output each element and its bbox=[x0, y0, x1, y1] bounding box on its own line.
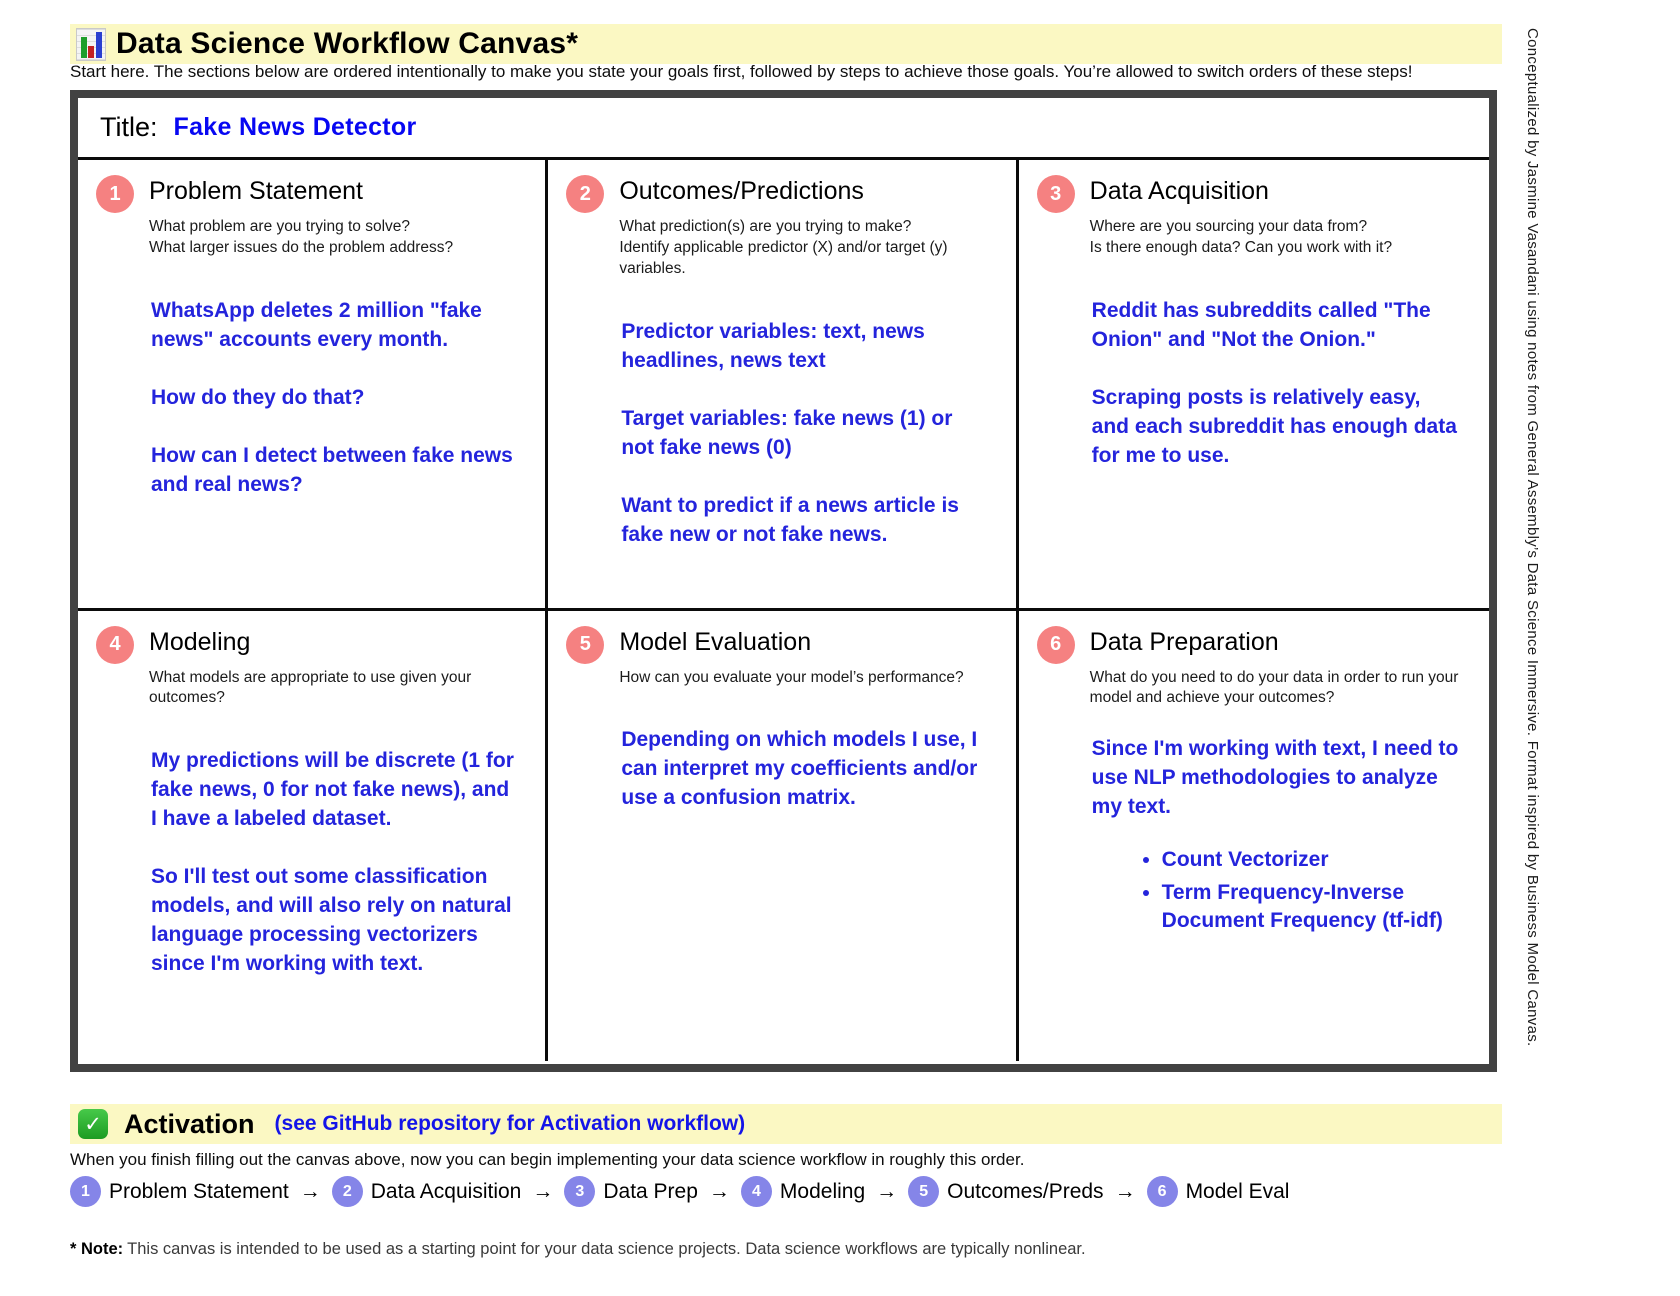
chain-label: Model Eval bbox=[1185, 1179, 1290, 1203]
section-title: Model Evaluation bbox=[619, 627, 812, 656]
arrow-right-icon: → bbox=[876, 1179, 898, 1203]
footnote-label: * Note: bbox=[70, 1240, 124, 1258]
arrow-right-icon: → bbox=[299, 1179, 321, 1203]
chain-item-model-eval bbox=[1147, 1176, 1290, 1207]
section-header bbox=[558, 623, 1005, 664]
note-paragraph: How can I detect between fake news and real news? bbox=[151, 443, 513, 496]
bar-chart-icon bbox=[76, 28, 106, 61]
workflow-chain bbox=[70, 1176, 1289, 1207]
section-notes bbox=[621, 726, 989, 813]
section-header bbox=[1029, 172, 1479, 213]
section-number-badge: 6 bbox=[1037, 626, 1075, 664]
workflow-canvas bbox=[70, 90, 1497, 1072]
note-bullet: • Count Vectorizer bbox=[1162, 846, 1463, 874]
note-paragraph: Predictor variables: text, news headlines, news text bbox=[621, 319, 925, 372]
activation-title: Activation bbox=[124, 1108, 255, 1139]
note-paragraph: How do they do that? bbox=[151, 385, 365, 409]
section-data-preparation bbox=[1019, 611, 1489, 1062]
note-paragraph: Since I'm working with text, I need to use NLP methodologies to analyze my text. bbox=[1091, 737, 1459, 819]
section-notes bbox=[1092, 735, 1463, 935]
section-notes bbox=[1092, 297, 1463, 471]
chain-label: Problem Statement bbox=[109, 1179, 289, 1203]
chain-item-modeling bbox=[741, 1176, 865, 1207]
activation-github-link[interactable]: (see GitHub repository for Activation workflow) bbox=[274, 1112, 746, 1135]
chain-item-data-acquisition bbox=[332, 1176, 522, 1207]
activation-band bbox=[70, 1104, 1502, 1144]
note-paragraph: Want to predict if a news article is fake new or not fake news. bbox=[621, 493, 959, 546]
section-modeling bbox=[78, 611, 548, 1062]
credit-vertical-text: Conceptualized by Jasmine Vasandani using notes from General Assembly’s Data Science Immersive. Format inspired by Business Model Canvas. bbox=[1524, 28, 1541, 1047]
section-prompt: What do you need to do your data in order to run your model and achieve your outcomes? bbox=[1089, 668, 1459, 707]
section-title: Modeling bbox=[149, 627, 251, 656]
section-header bbox=[1029, 623, 1479, 664]
chain-label: Data Acquisition bbox=[370, 1179, 522, 1203]
section-notes bbox=[621, 318, 989, 550]
chain-number-badge: 6 bbox=[1147, 1176, 1178, 1207]
section-prompt: Where are you sourcing your data from? bbox=[1089, 218, 1368, 235]
section-prompts bbox=[149, 668, 527, 710]
chain-number-badge: 3 bbox=[564, 1176, 595, 1207]
page-subtitle: Start here. The sections below are ordered intentionally to make you state your goals first, followed by steps to achieve those goals. You’re allowed to switch orders of these steps! bbox=[70, 62, 1413, 81]
section-header bbox=[88, 172, 535, 213]
section-number-badge: 3 bbox=[1037, 175, 1075, 213]
bar-blue bbox=[96, 32, 102, 58]
chain-number-badge: 5 bbox=[908, 1176, 939, 1207]
note-paragraph: WhatsApp deletes 2 million "fake news" accounts every month. bbox=[151, 298, 482, 351]
arrow-right-icon: → bbox=[532, 1179, 554, 1203]
section-data-acquisition bbox=[1019, 160, 1489, 611]
chain-number-badge: 2 bbox=[332, 1176, 363, 1207]
footnote-text: This canvas is intended to be used as a starting point for your data science projects. Data science workflows are typically nonlinear. bbox=[127, 1240, 1086, 1258]
section-number-badge: 2 bbox=[566, 175, 604, 213]
section-prompt: What larger issues do the problem address? bbox=[149, 238, 454, 256]
section-title: Problem Statement bbox=[149, 177, 363, 205]
section-prompt: Identify applicable predictor (X) and/or target (y) variables. bbox=[619, 238, 948, 277]
section-prompt: Is there enough data? Can you work with it? bbox=[1089, 238, 1393, 256]
bar-green bbox=[81, 37, 87, 58]
chain-label: Modeling bbox=[779, 1179, 866, 1203]
section-title: Outcomes/Predictions bbox=[619, 177, 864, 205]
header-band bbox=[70, 24, 1502, 64]
section-prompts bbox=[619, 217, 997, 280]
section-number-badge: 1 bbox=[96, 175, 134, 213]
section-outcomes-predictions bbox=[548, 160, 1018, 611]
section-prompts bbox=[1090, 217, 1468, 259]
note-bullet: • Term Frequency-Inverse Document Frequency (tf-idf) bbox=[1162, 879, 1463, 936]
section-header bbox=[88, 623, 535, 664]
note-paragraph: Target variables: fake news (1) or not fake news (0) bbox=[621, 406, 953, 459]
section-prompt: What models are appropriate to use given your outcomes? bbox=[149, 668, 472, 707]
canvas-grid bbox=[78, 160, 1489, 1061]
section-prompts bbox=[1090, 668, 1468, 710]
chain-number-badge: 1 bbox=[70, 1176, 101, 1207]
section-problem-statement bbox=[78, 160, 548, 611]
canvas-title-label: Title: bbox=[100, 112, 158, 142]
chain-label: Outcomes/Preds bbox=[947, 1179, 1104, 1203]
canvas-title-row bbox=[78, 98, 1489, 160]
canvas-title-value[interactable]: Fake News Detector bbox=[173, 113, 417, 141]
bar-red bbox=[88, 46, 94, 58]
section-number-badge: 4 bbox=[96, 626, 134, 664]
chain-item-outcomes-preds bbox=[908, 1176, 1103, 1207]
arrow-right-icon: → bbox=[708, 1179, 730, 1203]
note-paragraph: Depending on which models I use, I can interpret my coefficients and/or use a confusion matrix. bbox=[621, 728, 978, 810]
check-icon: ✓ bbox=[78, 1109, 108, 1139]
chain-label: Data Prep bbox=[603, 1179, 698, 1203]
chain-number-badge: 4 bbox=[741, 1176, 772, 1207]
page-title: Data Science Workflow Canvas* bbox=[116, 27, 579, 60]
section-notes bbox=[151, 297, 519, 500]
section-prompts bbox=[619, 668, 997, 689]
note-paragraph: Scraping posts is relatively easy, and each subreddit has enough data for me to use. bbox=[1091, 385, 1457, 467]
section-notes bbox=[151, 747, 519, 979]
section-title: Data Preparation bbox=[1089, 627, 1279, 656]
note-bullet-list bbox=[1092, 846, 1463, 935]
section-prompt: What problem are you trying to solve? bbox=[149, 218, 411, 235]
section-title: Data Acquisition bbox=[1089, 177, 1269, 205]
section-prompt: How can you evaluate your model’s performance? bbox=[619, 668, 964, 686]
chain-item-data-prep bbox=[564, 1176, 698, 1207]
section-header bbox=[558, 172, 1005, 213]
section-prompts bbox=[149, 217, 527, 259]
section-prompt: What prediction(s) are you trying to make? bbox=[619, 218, 912, 235]
activation-description: When you finish filling out the canvas above, now you can begin implementing your data science workflow in roughly this order. bbox=[70, 1150, 1025, 1169]
note-paragraph: Reddit has subreddits called "The Onion" and "Not the Onion." bbox=[1091, 298, 1431, 351]
note-paragraph: So I'll test out some classification models, and will also rely on natural language processing vectorizers since I'm working with text. bbox=[151, 865, 512, 976]
section-model-evaluation bbox=[548, 611, 1018, 1062]
note-paragraph: My predictions will be discrete (1 for fake news, 0 for not fake news), and I have a labeled dataset. bbox=[151, 749, 514, 831]
footnote bbox=[70, 1240, 1086, 1259]
arrow-right-icon: → bbox=[1114, 1179, 1136, 1203]
section-number-badge: 5 bbox=[566, 626, 604, 664]
chain-item-problem-statement bbox=[70, 1176, 289, 1207]
